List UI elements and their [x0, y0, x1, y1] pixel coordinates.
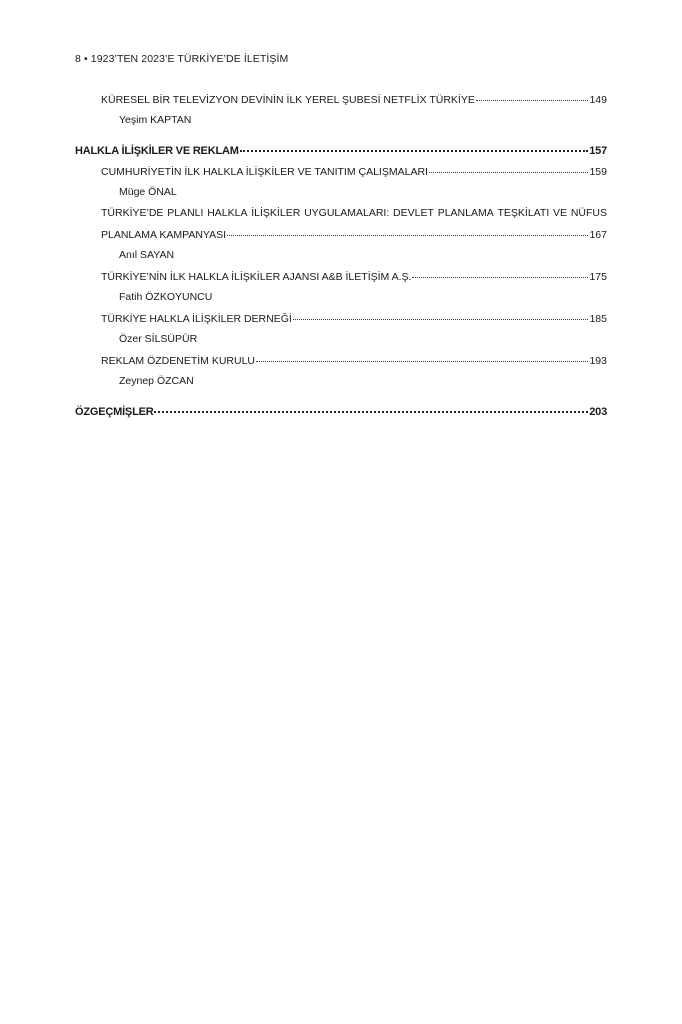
toc-author: Müge ÖNAL: [119, 186, 177, 198]
dot-leader: [412, 266, 588, 278]
toc-section-title: HALKLA İLİŞKİLER VE REKLAM: [75, 145, 239, 157]
toc-entry[interactable]: [75, 163, 607, 184]
toc-page-number: 185: [589, 313, 607, 325]
toc-page-number: 175: [589, 271, 607, 283]
toc-author: Anıl SAYAN: [119, 249, 175, 261]
toc-page-number: 149: [589, 94, 607, 106]
toc-entry-title: PLANLAMA KAMPANYASI: [101, 229, 227, 241]
toc-entry[interactable]: [75, 310, 607, 331]
toc-entry-title: KÜRESEL BİR TELEVİZYON DEVİNİN İLK YEREL ŞUBESİ NETFLİX TÜRKİYE: [101, 94, 475, 106]
title-word: PLANLI: [167, 207, 204, 219]
toc-entry[interactable]: [75, 268, 607, 289]
toc-page-number: 167: [589, 229, 607, 241]
dot-leader: [476, 89, 589, 101]
toc-author: Fatih ÖZKOYUNCU: [119, 291, 213, 303]
running-head: 8 • 1923’TEN 2023’E TÜRKİYE’DE İLETİŞİM: [75, 53, 289, 65]
dot-leader: [154, 400, 588, 413]
dot-leader: [293, 308, 589, 320]
toc-entry-title: REKLAM ÖZDENETİM KURULU: [101, 355, 256, 367]
title-word: PLANLAMA: [437, 207, 494, 219]
title-word: TÜRKİYE’DE: [101, 207, 164, 219]
toc-entry-title: TÜRKİYE’NİN İLK HALKLA İLİŞKİLER AJANSI A&B İLETİŞİM A.Ş.: [101, 271, 412, 283]
title-word: HALKLA: [207, 207, 248, 219]
toc-entry[interactable]: [75, 226, 607, 247]
toc-page-number: 203: [589, 406, 607, 418]
title-word: TEŞKİLATI: [497, 207, 550, 219]
toc-page-number: 159: [589, 166, 607, 178]
toc-author: Yeşim KAPTAN: [119, 114, 192, 126]
title-word: UYGULAMALARI:: [304, 207, 390, 219]
dot-leader: [240, 139, 589, 152]
toc-section[interactable]: [75, 141, 607, 163]
toc-entry-title: TÜRKİYE HALKLA İLİŞKİLER DERNEĞİ: [101, 313, 292, 325]
title-word: NÜFUS: [570, 207, 607, 219]
toc-author: Zeynep ÖZCAN: [119, 375, 194, 387]
toc-page-number: 193: [589, 355, 607, 367]
title-word: VE: [553, 207, 568, 219]
toc-section-title: ÖZGEÇMİŞLER: [75, 406, 154, 418]
dot-leader: [256, 350, 588, 362]
toc-entry[interactable]: [75, 91, 607, 112]
title-word: İLİŞKİLER: [251, 207, 301, 219]
toc-author: Özer SİLSÜPÜR: [119, 333, 198, 345]
table-of-contents: [75, 91, 607, 424]
toc-page-number: 157: [589, 145, 607, 157]
dot-leader: [227, 224, 588, 236]
dot-leader: [429, 161, 589, 173]
title-word: DEVLET: [393, 207, 434, 219]
toc-entry-title: CUMHURİYETİN İLK HALKLA İLİŞKİLER VE TANITIM ÇALIŞMALARI: [101, 166, 428, 178]
toc-entry[interactable]: [75, 352, 607, 373]
toc-section[interactable]: [75, 402, 607, 424]
toc-entry-title-line1[interactable]: [75, 205, 607, 226]
